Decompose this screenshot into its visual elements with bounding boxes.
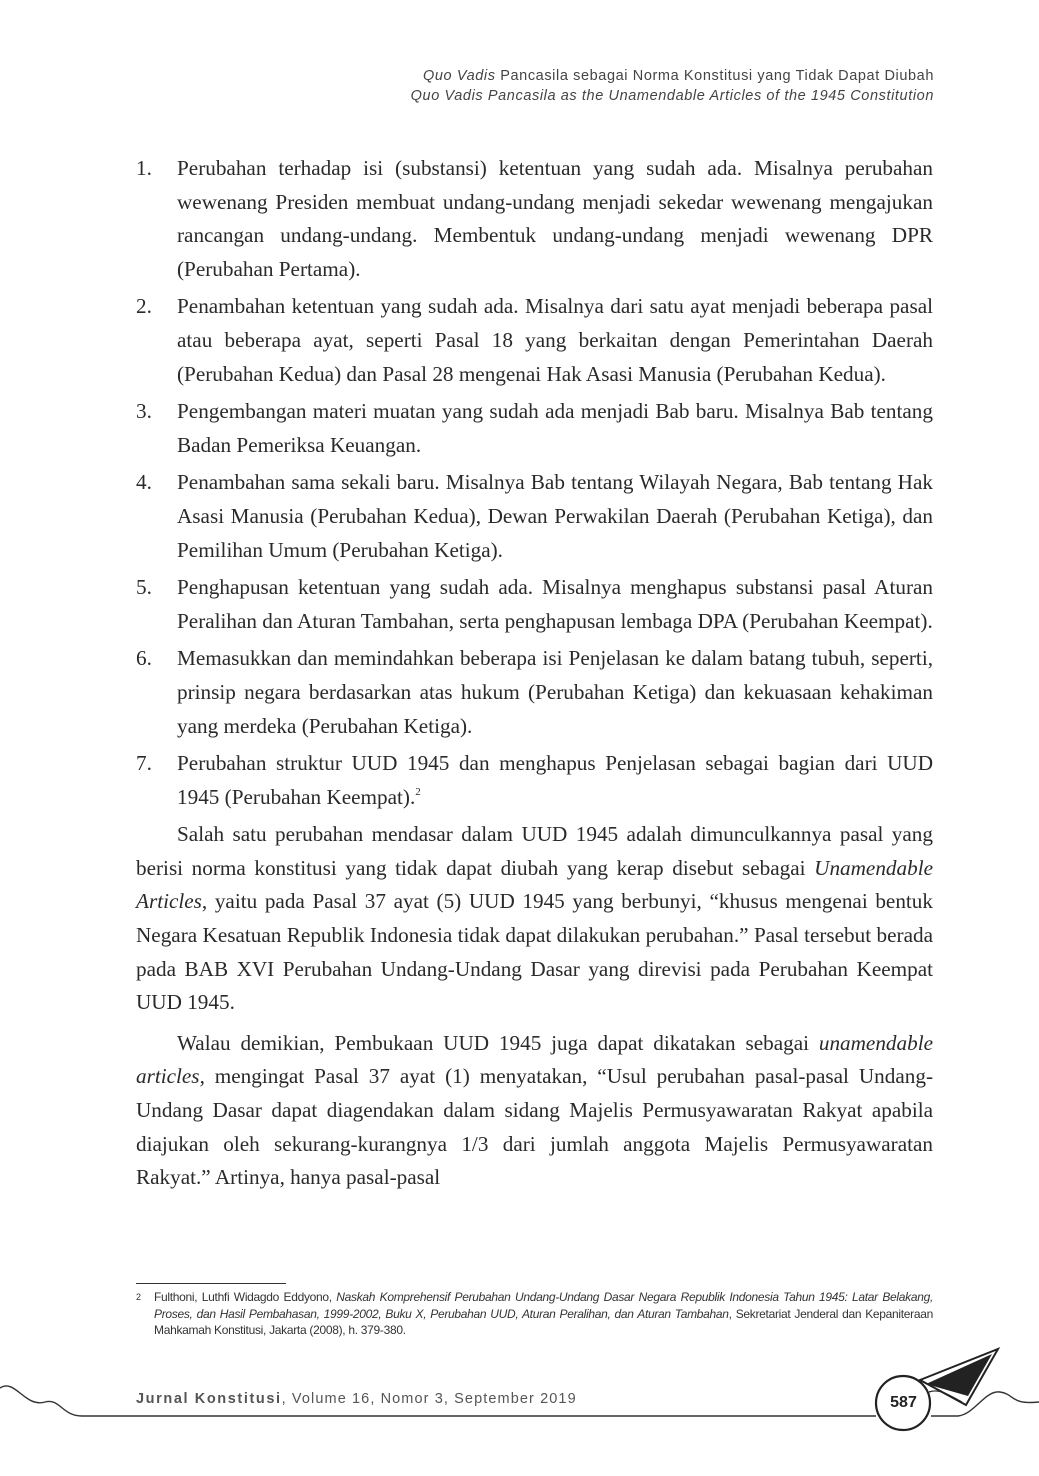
- list-number: 2.: [136, 294, 152, 319]
- footnote-divider: [136, 1283, 286, 1284]
- list-text: Penambahan ketentuan yang sudah ada. Misalnya dari satu ayat menjadi beberapa pasal atau beberapa ayat, seperti Pasal 18 yang berkaitan dengan Pemerintahan Daerah (Perubahan Kedua) dan Pasal 28 mengenai Hak Asasi Manusia (Perubahan Kedua).: [177, 294, 933, 386]
- list-text: Memasukkan dan memindahkan beberapa isi Penjelasan ke dalam batang tubuh, seperti, prinsip negara berdasarkan atas hukum (Perubahan Ketiga) dan kekuasaan kehakiman yang merdeka (Perubahan Ketiga).: [177, 646, 933, 738]
- list-item: [136, 642, 933, 743]
- list-item: [136, 290, 933, 391]
- list-item: [136, 466, 933, 567]
- list-text: Penambahan sama sekali baru. Misalnya Bab tentang Wilayah Negara, Bab tentang Hak Asasi Manusia (Perubahan Kedua), Dewan Perwakilan Daerah (Perubahan Ketiga), dan Pemilihan Umum (Perubahan Ketiga).: [177, 470, 933, 562]
- footnote-authors: Fulthoni, Luthfi Widagdo Eddyono,: [154, 1290, 337, 1304]
- italic-term: Unamendable Articles: [136, 855, 933, 914]
- paragraph-text: Walau demikian, Pembukaan UUD 1945 juga dapat dikatakan sebagai: [177, 1030, 819, 1055]
- footnote-title: Naskah Komprehensif Perubahan Undang-Undang Dasar Negara Republik Indonesia Tahun 1945: Latar Belakang, Proses, dan Hasil Pembahasan, 1999-2002, Buku X, Perubahan UUD, Aturan Peralihan, dan Aturan Tambahan: [154, 1290, 933, 1321]
- body-paragraph-2: [136, 1027, 933, 1195]
- list-item: [136, 152, 933, 286]
- header-italic-term: Quo Vadis: [423, 68, 496, 84]
- journal-details: , Volume 16, Nomor 3, September 2019: [281, 1391, 577, 1407]
- list-number: 3.: [136, 399, 152, 424]
- paragraph-text: , mengingat Pasal 37 ayat (1) menyatakan, “Usul perubahan pasal-pasal Undang-Undang Dasar dapat diagendakan dalam sidang Majelis Permusyawaratan Rakyat apabila diajukan oleh sekurang-kurangnya 1/3 dari jumlah anggota Majelis Permusyawaratan Rakyat.” Artinya, hanya pasal-pasal: [136, 1064, 933, 1190]
- paragraph-text: , yaitu pada Pasal 37 ayat (5) UUD 1945 yang berbunyi, “khusus mengenai bentuk Negara Kesatuan Republik Indonesia tidak dapat dilakukan perubahan.” Pasal tersebut berada pada BAB XVI Perubahan Undang-Undang Dasar yang direvisi pada Perubahan Keempat UUD 1945.: [136, 889, 933, 1015]
- italic-term: unamendable articles: [136, 1030, 933, 1089]
- list-text: Pengembangan materi muatan yang sudah ada menjadi Bab baru. Misalnya Bab tentang Badan Pemeriksa Keuangan.: [177, 399, 933, 457]
- amendment-list: [136, 152, 933, 814]
- list-item: [136, 395, 933, 462]
- running-header-line-2: Quo Vadis Pancasila as the Unamendable Articles of the 1945 Constitution: [410, 88, 934, 104]
- list-text: Penghapusan ketentuan yang sudah ada. Misalnya menghapus substansi pasal Aturan Peralihan dan Aturan Tambahan, serta penghapusan lembaga DPA (Perubahan Keempat).: [177, 575, 933, 633]
- list-item: [136, 747, 933, 814]
- list-number: 7.: [136, 751, 152, 776]
- list-number: 5.: [136, 575, 152, 600]
- running-header-line-1: [411, 66, 934, 86]
- list-number: 6.: [136, 646, 152, 671]
- list-number: 4.: [136, 470, 152, 495]
- page-content: [136, 152, 933, 1202]
- paragraph-text: Salah satu perubahan mendasar dalam UUD 1945 adalah dimunculkannya pasal yang berisi norma konstitusi yang tidak dapat diubah yang kerap disebut sebagai: [136, 822, 933, 880]
- running-header: [411, 66, 934, 106]
- footnote-number: 2: [136, 1292, 141, 1302]
- list-text: Perubahan terhadap isi (substansi) ketentuan yang sudah ada. Misalnya perubahan wewenang Presiden membuat undang-undang menjadi sekedar wewenang mengajukan rancangan undang-undang. Membentuk undang-undang menjadi wewenang DPR (Perubahan Pertama).: [177, 156, 933, 281]
- list-text: Perubahan struktur UUD 1945 dan menghapus Penjelasan sebagai bagian dari UUD 1945 (Perubahan Keempat).: [177, 751, 933, 809]
- journal-name: Jurnal Konstitusi: [136, 1391, 282, 1407]
- body-paragraph-1: [136, 818, 933, 1020]
- list-item: [136, 571, 933, 638]
- footnote-reference[interactable]: 2: [415, 785, 421, 798]
- page-number: 587: [890, 1394, 917, 1411]
- footnote-publisher: , Sekretariat Jenderal dan Kepaniteraan Mahkamah Konstitusi, Jakarta (2008), h. 379-380.: [154, 1306, 933, 1337]
- list-number: 1.: [136, 156, 152, 180]
- header-line-1-text: Pancasila sebagai Norma Konstitusi yang Tidak Dapat Diubah: [495, 68, 934, 84]
- journal-footer: [136, 1391, 577, 1407]
